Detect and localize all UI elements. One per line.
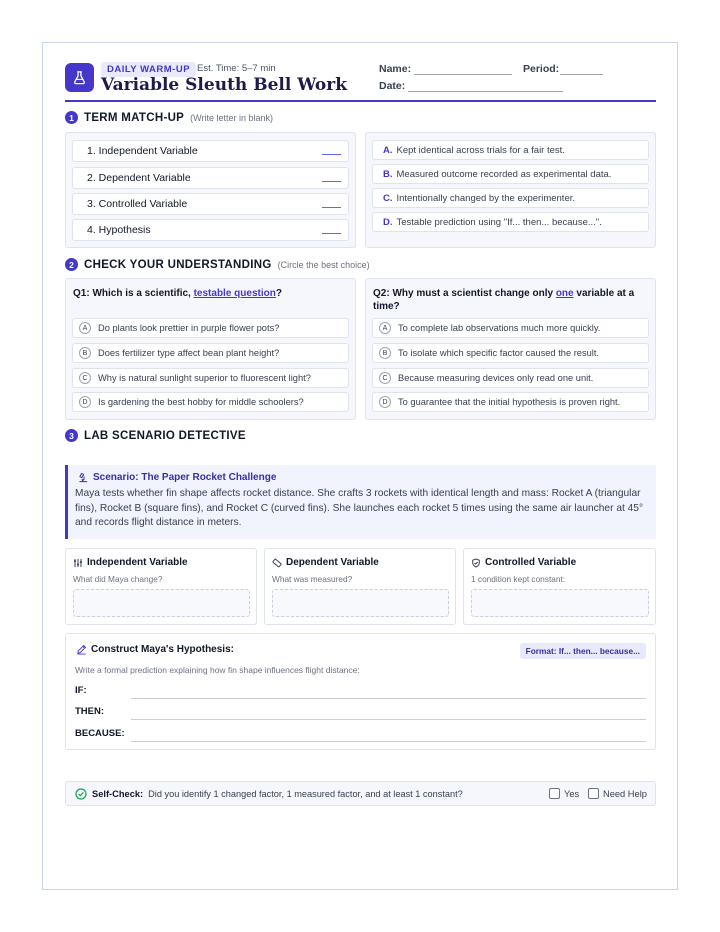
option-letter: D — [79, 396, 91, 408]
self-check-label: Self-Check: — [92, 788, 144, 799]
definition-item — [372, 164, 649, 184]
hypothesis-card — [65, 633, 656, 750]
option-text: Why is natural sunlight superior to fluorescent light? — [98, 373, 311, 383]
section-number: 3 — [65, 429, 78, 442]
because-answer-line[interactable] — [131, 741, 646, 742]
worksheet-header — [65, 61, 656, 101]
option-letter: A — [379, 322, 391, 334]
definition-letter: A. — [383, 144, 393, 156]
term-item — [72, 193, 349, 215]
term-label: 2. Dependent Variable — [87, 172, 191, 184]
option-text: To isolate which specific factor caused the result. — [398, 348, 600, 358]
term-label: 3. Controlled Variable — [87, 198, 188, 210]
hypothesis-title: Construct Maya's Hypothesis: — [91, 644, 234, 655]
variable-heading — [73, 557, 188, 568]
definitions-panel — [365, 132, 656, 248]
term-item — [72, 219, 349, 241]
section-1-header — [65, 111, 273, 124]
question-2-title: Q2: Why must a scientist change only one variable at a time? — [373, 288, 635, 312]
because-label: BECAUSE: — [75, 728, 125, 739]
definition-text: Testable prediction using "If... then... because...". — [396, 216, 602, 228]
section-number: 1 — [65, 111, 78, 124]
checkbox[interactable] — [549, 788, 560, 799]
answer-blank[interactable] — [322, 207, 341, 208]
name-field[interactable] — [414, 74, 512, 75]
terms-panel — [65, 132, 356, 248]
answer-option[interactable] — [372, 368, 649, 388]
term-item — [72, 167, 349, 189]
question-1-panel — [65, 278, 356, 420]
worksheet — [42, 42, 678, 890]
section-note: (Circle the best choice) — [277, 259, 370, 270]
section-3-header — [65, 429, 246, 442]
date-label: Date: — [379, 80, 406, 92]
period-label: Period: — [523, 63, 560, 75]
date-field[interactable] — [408, 91, 563, 92]
definition-text: Intentionally changed by the experimenter. — [396, 192, 576, 204]
microscope-icon — [78, 472, 89, 483]
section-title: LAB SCENARIO DETECTIVE — [84, 429, 246, 442]
definition-letter: B. — [383, 168, 393, 180]
scenario-body: Maya tests whether fin shape affects rocket distance. She crafts 3 rockets with identical length and mass: Rocket A (triangular fins), Rocket B (square fins), and Rocket C (curved fins). She launches each rocket 5 times using the same air launcher at 45° and records flight distance in meters. — [75, 488, 644, 528]
answer-option[interactable] — [72, 368, 349, 388]
answer-blank[interactable] — [322, 154, 341, 155]
hypothesis-heading — [76, 644, 234, 655]
option-letter: A — [79, 322, 91, 334]
checkbox[interactable] — [588, 788, 599, 799]
variable-prompt: What was measured? — [272, 574, 353, 584]
shield-check-icon — [471, 558, 481, 568]
section-number: 2 — [65, 258, 78, 271]
worksheet-content — [65, 61, 656, 799]
ruler-icon — [272, 558, 282, 568]
definition-text: Measured outcome recorded as experimental data. — [396, 168, 612, 180]
if-label: IF: — [75, 685, 87, 696]
option-letter: D — [379, 396, 391, 408]
need-help-label: Need Help — [603, 788, 647, 799]
if-answer-line[interactable] — [131, 698, 646, 699]
header-divider — [65, 100, 656, 102]
answer-blank[interactable] — [322, 233, 341, 234]
scenario-heading — [78, 472, 276, 483]
definition-letter: D. — [383, 216, 393, 228]
option-text: Is gardening the best hobby for middle schoolers? — [98, 397, 304, 407]
format-badge: Format: If... then... because... — [520, 643, 646, 659]
then-label: THEN: — [75, 706, 105, 717]
scenario-title: Scenario: The Paper Rocket Challenge — [93, 472, 277, 483]
option-text: To guarantee that the initial hypothesis is proven right. — [398, 397, 621, 407]
option-text: To complete lab observations much more quickly. — [398, 323, 601, 333]
self-check-text: Did you identify 1 changed factor, 1 measured factor, and at least 1 constant? — [148, 788, 463, 799]
pencil-icon — [76, 644, 87, 655]
option-letter: B — [79, 347, 91, 359]
estimated-time: Est. Time: 5–7 min — [197, 63, 276, 74]
variable-heading — [471, 557, 576, 568]
section-title: TERM MATCH-UP — [84, 111, 185, 124]
name-label: Name: — [379, 63, 412, 75]
variable-prompt: 1 condition kept constant: — [471, 574, 566, 584]
independent-variable-answer[interactable] — [73, 589, 250, 617]
page-title: Variable Sleuth Bell Work — [101, 75, 347, 95]
definition-item — [372, 140, 649, 160]
answer-option[interactable] — [372, 343, 649, 363]
answer-option[interactable] — [72, 392, 349, 412]
period-field[interactable] — [560, 74, 603, 75]
hypothesis-prompt: Write a formal prediction explaining how fin shape influences flight distance: — [75, 665, 360, 675]
section-note: (Write letter in blank) — [190, 112, 274, 123]
answer-option[interactable] — [72, 318, 349, 338]
option-letter: B — [379, 347, 391, 359]
controlled-variable-card — [463, 548, 656, 625]
need-help-checkbox[interactable] — [588, 788, 647, 799]
section-2-header — [65, 258, 370, 271]
yes-label: Yes — [564, 788, 580, 799]
check-circle-icon — [75, 788, 87, 800]
option-letter: C — [379, 372, 391, 384]
testable-question-link[interactable]: testable question — [193, 288, 276, 299]
warm-up-badge: DAILY WARM-UP — [101, 62, 196, 77]
controlled-variable-answer[interactable] — [471, 589, 649, 617]
answer-blank[interactable] — [322, 181, 341, 182]
option-text: Because measuring devices only read one unit. — [398, 373, 594, 383]
answer-option[interactable] — [372, 392, 649, 412]
definition-letter: C. — [383, 192, 393, 204]
term-label: 4. Hypothesis — [87, 224, 151, 236]
dependent-variable-card — [264, 548, 456, 625]
scenario-box — [65, 465, 656, 539]
sliders-icon — [73, 558, 83, 568]
dependent-variable-answer[interactable] — [272, 589, 449, 617]
option-text: Does fertilizer type affect bean plant height? — [98, 348, 280, 358]
flask-icon — [65, 63, 94, 92]
yes-checkbox[interactable] — [549, 788, 579, 799]
answer-option[interactable] — [72, 343, 349, 363]
definition-item — [372, 212, 649, 232]
then-answer-line[interactable] — [131, 719, 646, 720]
question-2-panel — [365, 278, 656, 420]
answer-option[interactable] — [372, 318, 649, 338]
term-item — [72, 140, 349, 162]
variable-heading — [272, 557, 379, 568]
question-1-title: Q1: Which is a scientific, testable question? — [73, 288, 282, 299]
variable-title: Independent Variable — [87, 557, 188, 568]
definition-item — [372, 188, 649, 208]
self-check-bar — [65, 781, 656, 806]
section-title: CHECK YOUR UNDERSTANDING — [84, 258, 272, 271]
independent-variable-card — [65, 548, 257, 625]
option-text: Do plants look prettier in purple flower pots? — [98, 323, 280, 333]
variable-prompt: What did Maya change? — [73, 574, 163, 584]
variable-title: Dependent Variable — [286, 557, 379, 568]
definition-text: Kept identical across trials for a fair test. — [396, 144, 565, 156]
variable-title: Controlled Variable — [485, 557, 577, 568]
one-variable-link[interactable]: one — [555, 288, 574, 299]
option-letter: C — [79, 372, 91, 384]
term-label: 1. Independent Variable — [87, 145, 198, 157]
